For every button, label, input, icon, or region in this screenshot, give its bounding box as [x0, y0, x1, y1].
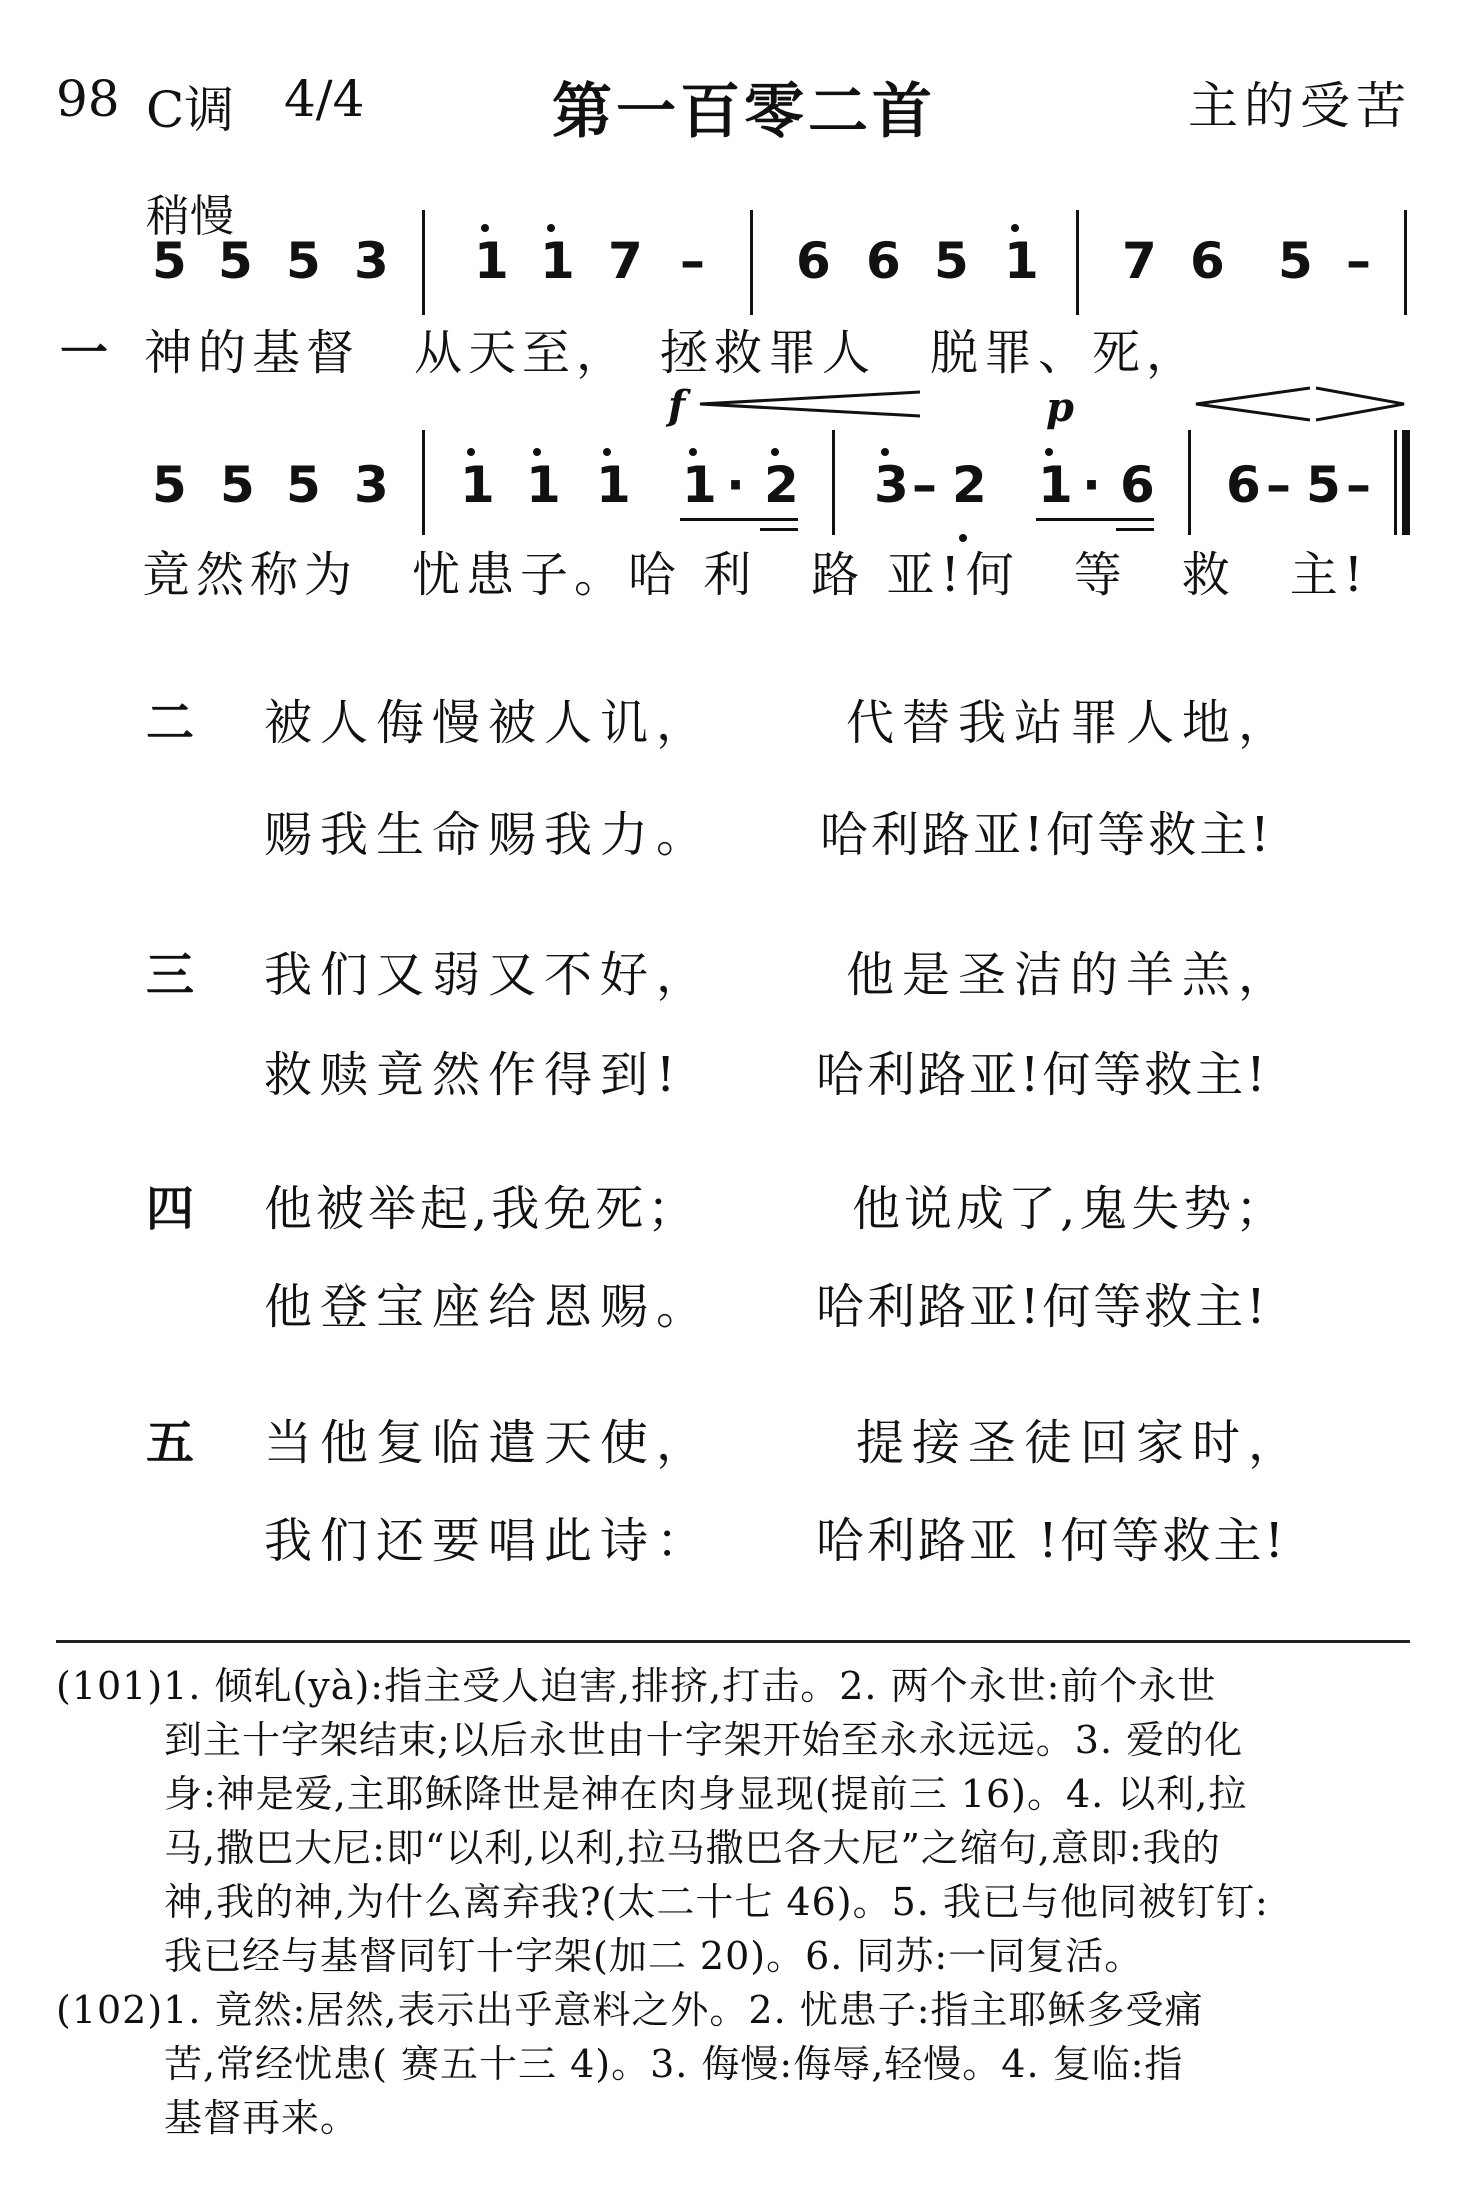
verse-number: 二 — [146, 695, 195, 751]
octave-dot — [533, 448, 541, 456]
verse-line: 他登宝座给恩赐。 — [264, 1279, 713, 1335]
footnote-line: (101)1. 倾轧(yà):指主受人迫害,排挤,打击。2. 两个永世:前个永世 — [56, 1664, 1217, 1708]
dash: – — [1266, 456, 1291, 514]
verse-line: 当他复临遣天使， — [264, 1415, 713, 1471]
note: 5 — [152, 232, 187, 290]
octave-dot — [689, 448, 697, 456]
note: 1 — [474, 232, 509, 290]
dash: – — [680, 232, 705, 290]
verse-line: 我们还要唱此诗： — [264, 1513, 713, 1569]
verse-refrain: 哈利路亚!何等救主! — [816, 1047, 1269, 1103]
verse-refrain: 哈利路亚!何等救主! — [816, 1279, 1269, 1335]
decrescendo-hairpin — [1316, 388, 1404, 420]
verse-line: 代替我站罪人地， — [846, 695, 1295, 751]
verse-line: 赐我生命赐我力。 — [264, 807, 713, 863]
barline — [422, 430, 425, 535]
dash: – — [1346, 456, 1371, 514]
footnote-line: 身:神是爱,主耶稣降世是神在肉身显现(提前三 16)。4. 以利,拉 — [164, 1772, 1248, 1816]
note: 5 — [152, 456, 187, 514]
note: 6 — [1190, 232, 1225, 290]
note: 7 — [608, 232, 643, 290]
page-number: 98 — [56, 70, 120, 128]
note: 6 — [1226, 456, 1261, 514]
footnote-line: 我已经与基督同钉十字架(加二 20)。6. 同苏:一同复活。 — [164, 1934, 1144, 1978]
note: 5 — [286, 232, 321, 290]
note: 1 — [1038, 456, 1073, 514]
verse-refrain: 哈利路亚!何等救主! — [820, 807, 1273, 863]
verse-line: 我们又弱又不好， — [264, 947, 713, 1003]
note: 1 — [596, 456, 631, 514]
note: 1 — [1004, 232, 1039, 290]
note: 5 — [218, 232, 253, 290]
octave-dot — [1045, 448, 1053, 456]
note: 6 — [796, 232, 831, 290]
dash: – — [912, 456, 937, 514]
lyrics-line-1: 神的基督 从天至， 拯救罪人 脱罪、死， — [144, 325, 1201, 381]
dynamic-piano: p — [1046, 384, 1074, 431]
barline — [832, 430, 835, 535]
note: 2 — [764, 456, 799, 514]
note: 3 — [354, 232, 389, 290]
note: 6 — [866, 232, 901, 290]
footnote-line: 马,撒巴大尼:即“以利,以利,拉马撒巴各大尼”之缩句,意即:我的 — [164, 1826, 1221, 1870]
dash: – — [1346, 232, 1371, 290]
hairpin-marks — [0, 0, 1470, 480]
underline — [760, 528, 798, 531]
verse-line: 他说成了,鬼失势； — [852, 1181, 1288, 1237]
note: 5 — [934, 232, 969, 290]
crescendo-hairpin — [700, 392, 920, 416]
note: 6 — [1120, 456, 1155, 514]
crescendo-hairpin-2 — [1196, 388, 1310, 420]
time-signature: 4/4 — [284, 70, 365, 128]
footnote-line: 基督再来。 — [164, 2096, 360, 2140]
dot-rhythm: · — [726, 456, 745, 514]
note: 1 — [540, 232, 575, 290]
verse-number: 三 — [146, 947, 195, 1003]
note: 7 — [1122, 232, 1157, 290]
final-barline-thick — [1402, 430, 1410, 535]
note: 3 — [874, 456, 909, 514]
key-signature: C调 — [146, 81, 235, 139]
verse-line: 救赎竟然作得到! — [264, 1047, 684, 1103]
note: 1 — [526, 456, 561, 514]
note: 2 — [952, 456, 987, 514]
dot-rhythm: · — [1082, 456, 1101, 514]
note: 5 — [1278, 232, 1313, 290]
hymn-category: 主的受苦 — [1188, 77, 1412, 135]
footnote-line: 到主十字架结束;以后永世由十字架开始至永永远远。3. 爱的化 — [164, 1718, 1244, 1762]
note: 1 — [460, 456, 495, 514]
footnote-line: 苦,常经忧患( 赛五十三 4)。3. 侮慢:侮辱,轻慢。4. 复临:指 — [164, 2042, 1184, 2086]
verse-line: 他是圣洁的羊羔， — [846, 947, 1295, 1003]
hymn-title: 第一百零二首 — [552, 77, 936, 147]
barline — [1188, 430, 1191, 535]
note: 3 — [354, 456, 389, 514]
lyrics-line-2: 竟然称为 忧患子。哈 利 路 亚!何 等 救 主! — [142, 547, 1370, 603]
underline — [1116, 528, 1154, 531]
octave-dot — [467, 448, 475, 456]
octave-dot — [771, 448, 779, 456]
note: 5 — [220, 456, 255, 514]
verse-line: 被人侮慢被人讥， — [264, 695, 713, 751]
verse-number: 五 — [146, 1415, 195, 1471]
octave-dot — [603, 448, 611, 456]
final-barline-thin — [1394, 430, 1397, 535]
verse-number: 四 — [146, 1181, 195, 1237]
verse-line: 他被举起,我免死； — [264, 1181, 700, 1237]
footnote-line: 神,我的神,为什么离弃我?(太二十七 46)。5. 我已与他同被钉钉: — [164, 1880, 1269, 1924]
octave-dot — [881, 448, 889, 456]
footnote-line: (102)1. 竟然:居然,表示出乎意料之外。2. 忧患子:指主耶稣多受痛 — [56, 1988, 1204, 2032]
tempo-marking: 稍慢 — [146, 191, 234, 242]
verse-refrain: 哈利路亚 !何等救主! — [816, 1513, 1287, 1569]
verse-number: 一 — [60, 325, 109, 381]
note: 5 — [1306, 456, 1341, 514]
note: 5 — [286, 456, 321, 514]
dynamic-forte: f — [668, 382, 686, 429]
underline — [680, 518, 798, 521]
note: 1 — [682, 456, 717, 514]
verse-line: 提接圣徒回家时， — [856, 1415, 1305, 1471]
underline — [1036, 518, 1154, 521]
footnote-divider — [56, 1640, 1410, 1643]
